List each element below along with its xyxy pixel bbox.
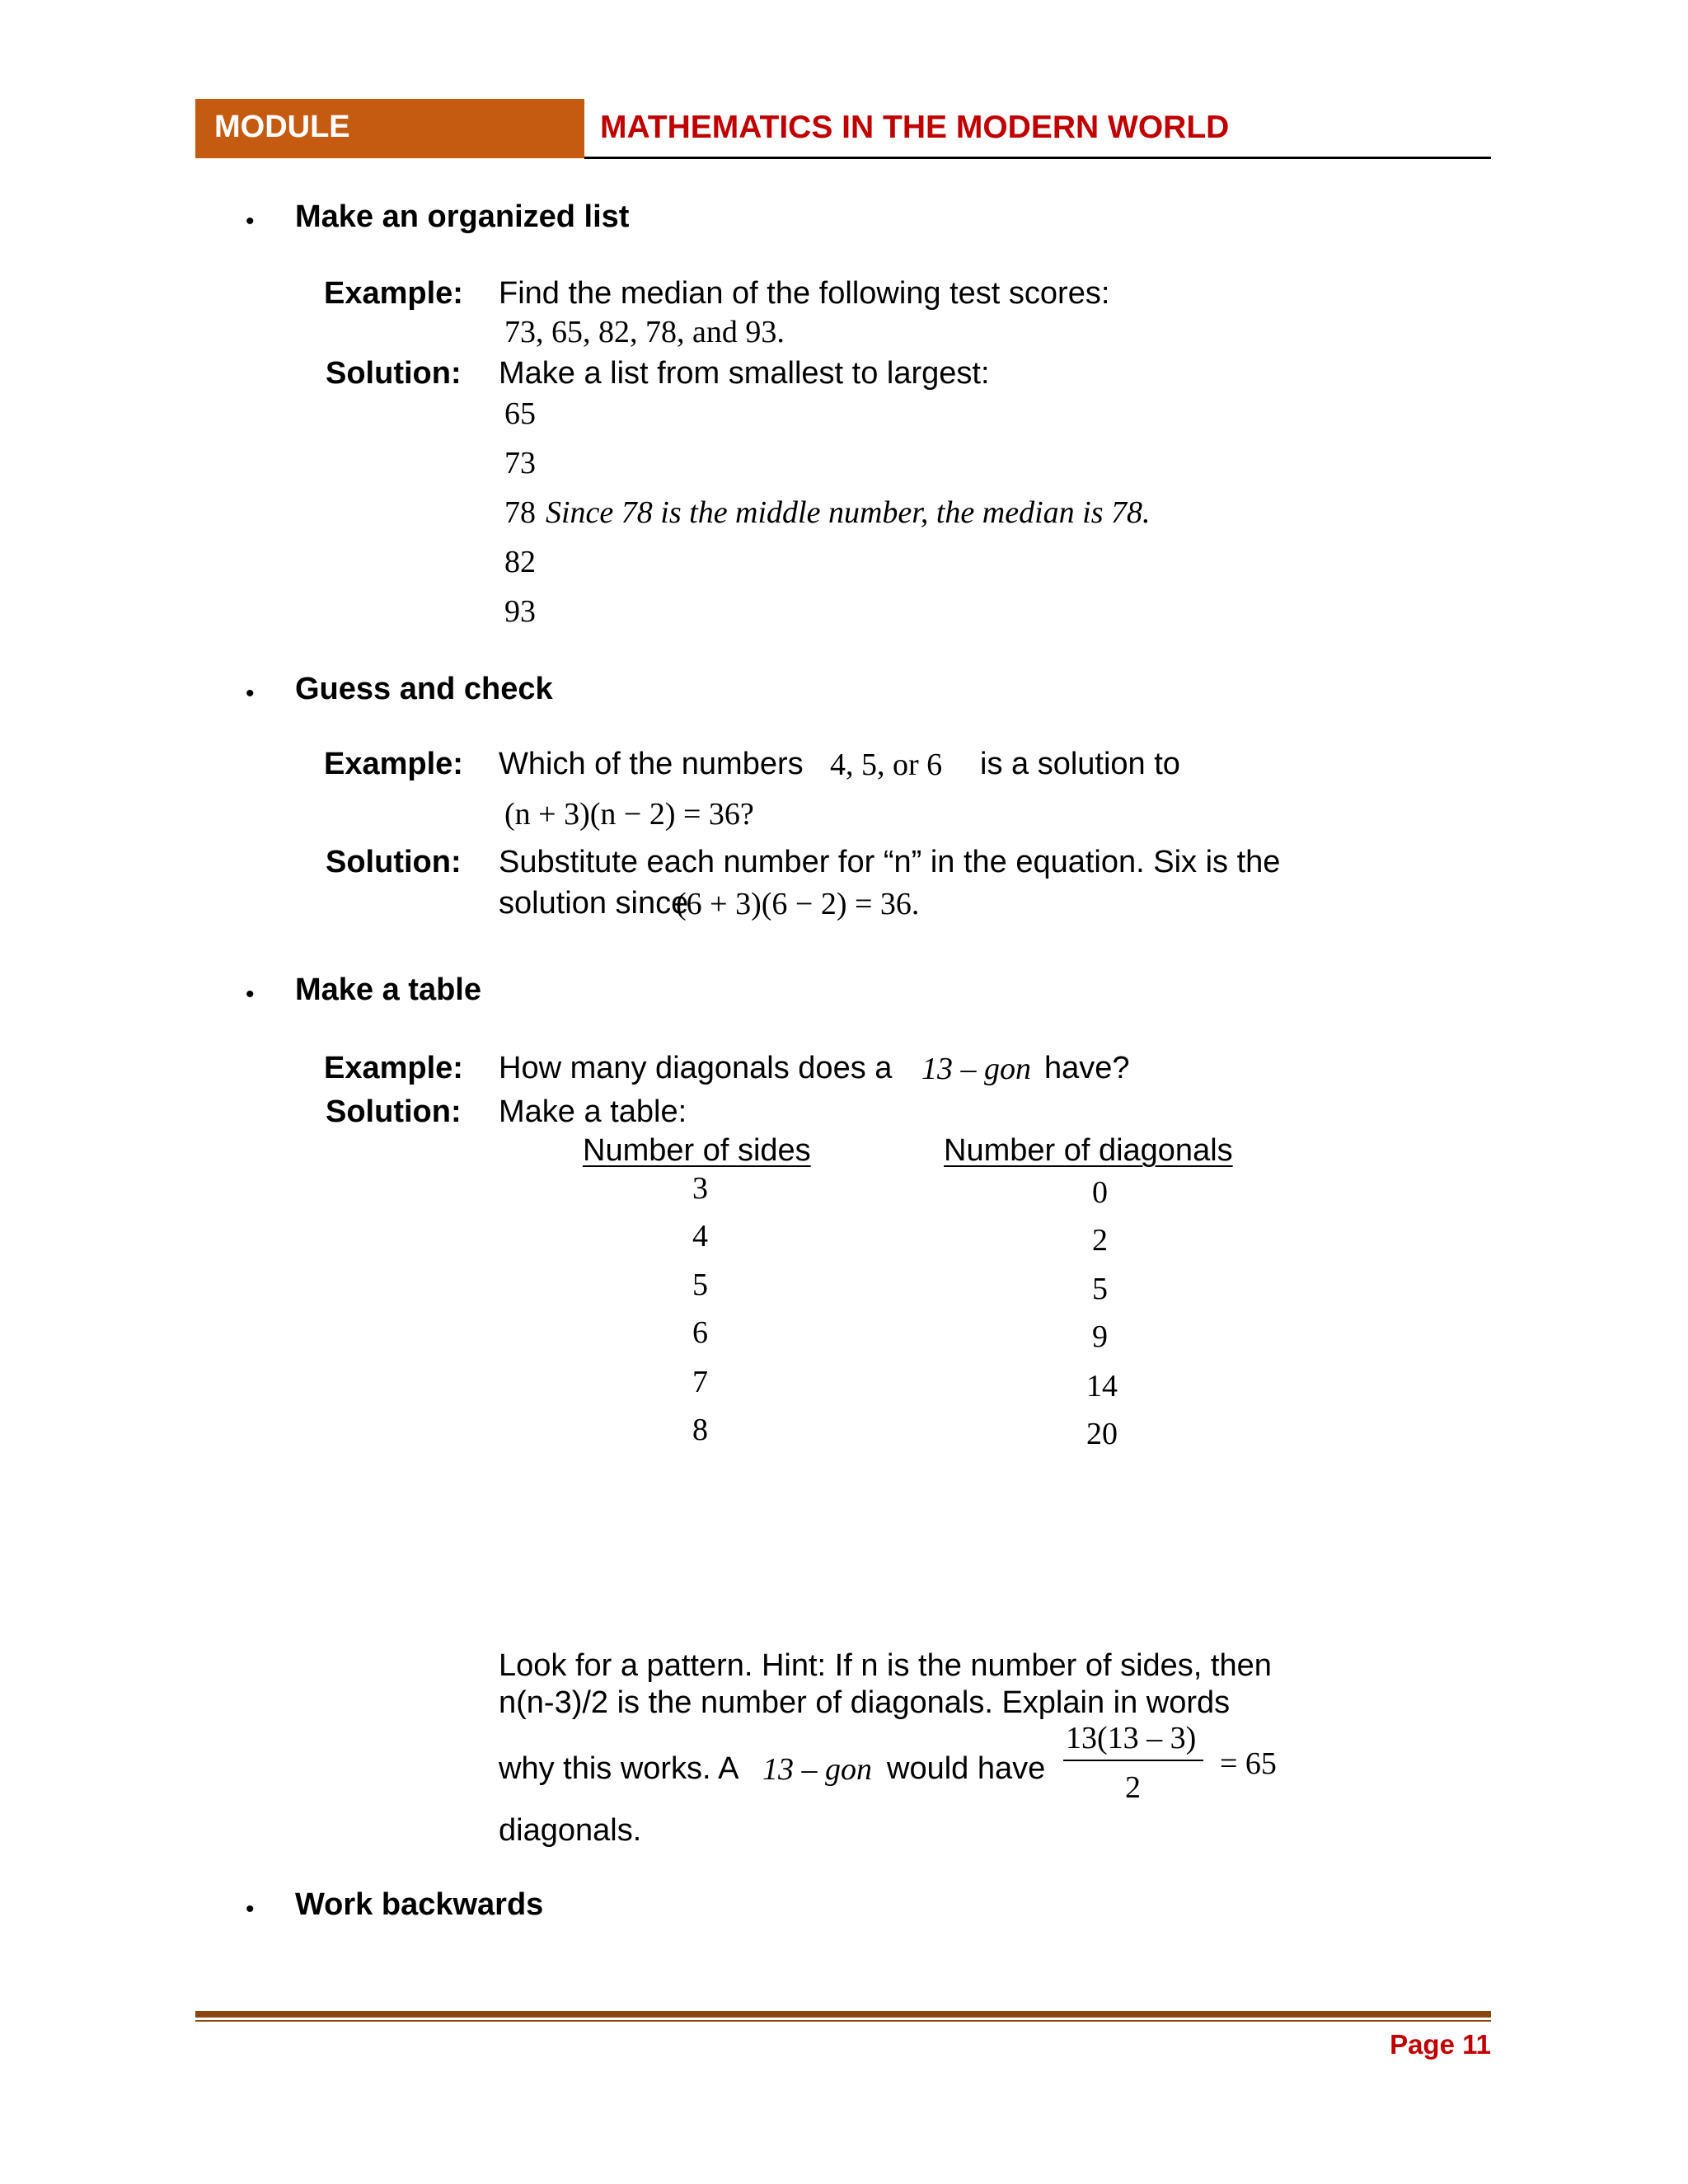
- heading-guess-check: Guess and check: [295, 672, 553, 706]
- table-cell-sides: 3: [692, 1171, 708, 1206]
- fraction-result: = 65: [1220, 1746, 1277, 1781]
- list-item: 82: [504, 545, 536, 579]
- hint-text: n(n-3)/2 is the number of diagonals. Explain in words: [499, 1685, 1231, 1720]
- bullet: •: [246, 680, 255, 707]
- solution-equation: (6 + 3)(6 − 2) = 36.: [676, 887, 920, 921]
- example-equation: (n + 3)(n − 2) = 36?: [504, 797, 754, 832]
- table-cell-diagonals: 2: [1092, 1223, 1108, 1258]
- solution-text: Make a list from smallest to largest:: [499, 356, 990, 391]
- bullet: •: [246, 981, 255, 1008]
- example-polygon: 13 – gon: [921, 1052, 1031, 1086]
- example-label: Example:: [324, 747, 463, 781]
- heading-work-backwards: Work backwards: [295, 1887, 544, 1922]
- example-text: is a solution to: [980, 747, 1180, 781]
- example-text: have?: [1044, 1051, 1130, 1085]
- bullet: •: [246, 208, 255, 235]
- table-cell-sides: 6: [692, 1315, 708, 1350]
- fraction-bar: [1063, 1760, 1203, 1761]
- median-note: Since 78 is the middle number, the median is 78.: [546, 495, 1151, 530]
- header-rule: [584, 157, 1491, 159]
- list-item: 73: [504, 446, 536, 480]
- solution-text: Substitute each number for “n” in the equation. Six is the: [499, 845, 1281, 879]
- table-cell-sides: 5: [692, 1268, 708, 1302]
- hint-text: diagonals.: [499, 1813, 642, 1848]
- column-header-diagonals: Number of diagonals: [944, 1133, 1233, 1168]
- page-number: Page 11: [1390, 2029, 1491, 2060]
- column-header-sides: Number of sides: [583, 1133, 811, 1168]
- hint-polygon: 13 – gon: [762, 1752, 872, 1787]
- example-text: Find the median of the following test scores:: [499, 276, 1110, 311]
- table-cell-diagonals: 20: [1086, 1417, 1118, 1451]
- fraction-numerator: 13(13 – 3): [1066, 1721, 1197, 1755]
- table-cell-sides: 4: [692, 1219, 708, 1254]
- example-scores: 73, 65, 82, 78, and 93.: [504, 315, 785, 349]
- hint-text: would have: [887, 1751, 1046, 1786]
- example-label: Example:: [324, 1051, 463, 1085]
- example-numbers: 4, 5, or 6: [830, 748, 943, 782]
- course-title: MATHEMATICS IN THE MODERN WORLD: [600, 110, 1230, 145]
- solution-text: Make a table:: [499, 1094, 687, 1129]
- table-cell-diagonals: 9: [1092, 1319, 1108, 1354]
- table-cell-sides: 7: [692, 1365, 708, 1399]
- example-text: Which of the numbers: [499, 747, 804, 781]
- solution-text: solution since: [499, 886, 689, 921]
- list-item: 78: [504, 495, 536, 530]
- fraction-denominator: 2: [1125, 1770, 1141, 1805]
- hint-text: why this works. A: [499, 1751, 739, 1786]
- list-item: 93: [504, 594, 536, 629]
- table-cell-diagonals: 0: [1092, 1175, 1108, 1210]
- example-label: Example:: [324, 276, 463, 311]
- table-cell-sides: 8: [692, 1413, 708, 1447]
- table-cell-diagonals: 14: [1086, 1369, 1118, 1404]
- solution-label: Solution:: [326, 845, 462, 879]
- solution-label: Solution:: [326, 1094, 462, 1129]
- heading-organized-list: Make an organized list: [295, 199, 630, 234]
- table-cell-diagonals: 5: [1092, 1272, 1108, 1306]
- example-text: How many diagonals does a: [499, 1051, 893, 1085]
- solution-label: Solution:: [326, 356, 462, 391]
- heading-make-table: Make a table: [295, 972, 481, 1007]
- footer-rule: [195, 2020, 1491, 2022]
- hint-text: Look for a pattern. Hint: If n is the number of sides, then: [499, 1648, 1272, 1683]
- module-label: MODULE: [214, 110, 350, 144]
- list-item: 65: [504, 396, 536, 431]
- footer-rule: [195, 2011, 1491, 2018]
- bullet: •: [246, 1896, 255, 1923]
